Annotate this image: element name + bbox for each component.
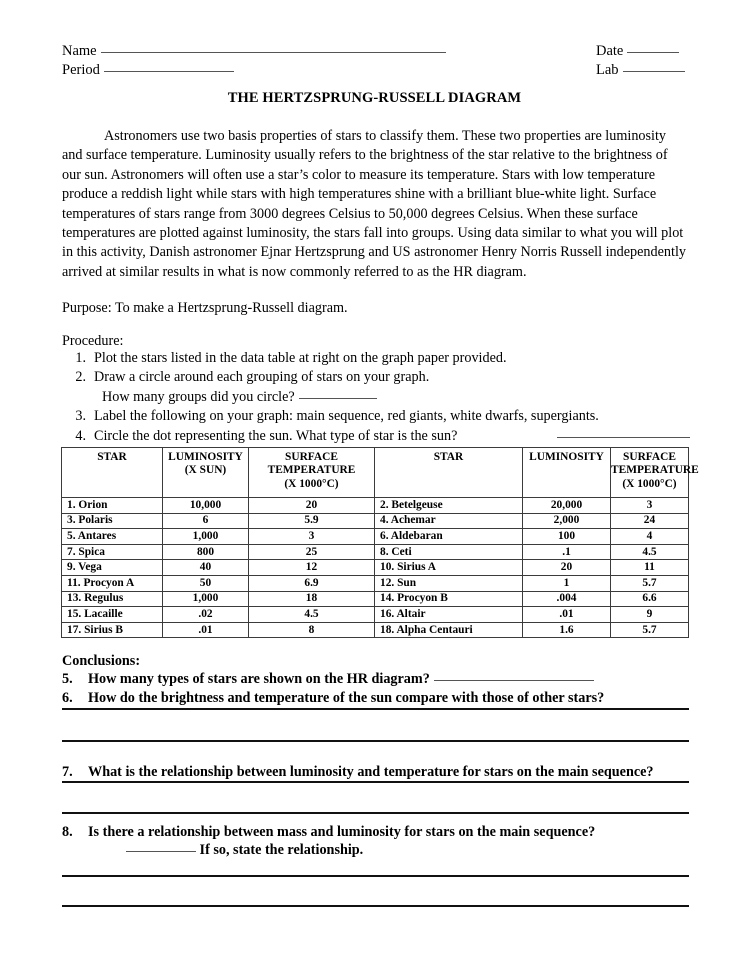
question-6-row [62, 689, 690, 707]
question-number: 7. [62, 764, 73, 780]
sun-type-blank-line[interactable] [557, 437, 690, 438]
star-name-cell: 11. Procyon A [62, 575, 163, 591]
table-row [62, 529, 689, 545]
procedure-heading: Procedure: [62, 333, 124, 349]
period-blank-line[interactable] [104, 71, 234, 72]
header-line: STAR [433, 451, 464, 463]
star-name-cell: 7. Spica [62, 544, 163, 560]
header-line: LUMINOSITY [168, 451, 243, 463]
question-5-row [62, 670, 690, 688]
answer-line[interactable] [62, 905, 689, 907]
star-value-cell: 20,000 [523, 498, 611, 514]
header-line: SURFACE [623, 451, 676, 463]
table-row [62, 607, 689, 623]
star-value-cell: .1 [523, 544, 611, 560]
purpose-statement: Purpose: To make a Hertzsprung-Russell diagram. [62, 300, 348, 316]
procedure-number: 2. [75, 369, 86, 386]
procedure-text: Plot the stars listed in the data table at right on the graph paper provided. [94, 350, 507, 366]
star-name-cell: 18. Alpha Centauri [375, 622, 523, 638]
question-text: How many types of stars are shown on the HR diagram? [88, 671, 430, 687]
star-value-cell: 9 [611, 607, 689, 623]
star-value-cell: 2,000 [523, 513, 611, 529]
intro-paragraph-block [62, 127, 686, 282]
question-8-sub-text: If so, state the relationship. [199, 842, 364, 858]
date-blank-line[interactable] [627, 52, 679, 53]
answer-line[interactable] [62, 812, 689, 814]
period-lab-row [62, 61, 690, 80]
question-7-row [62, 763, 690, 781]
question-5 [62, 670, 690, 688]
question-8-subline [122, 841, 690, 859]
intro-paragraph: Astronomers use two basis properties of stars to classify them. These two properties are luminosity and surface temperature. Luminosity usually refers to the brightness of the star relative to the brightness of our sun. Astronomers will often use a star’s color to measure its temperature. Stars with low temperature produce a reddish light while stars with high temperatures shine with a brilliant blue-white light. Surface temperatures of stars range from 3000 degrees Celsius to 50,000 degrees Celsius. When these surface temperatures are plotted against luminosity, the stars fall into groups. Using data similar to what you will plot in this activity, Danish astronomer Ejnar Hertzsprung and US astronomer Henry Norris Russell independently arrived at similar results in what is now commonly referred to as the HR diagram. [62, 128, 686, 280]
procedure-item-2 [62, 368, 690, 387]
date-label: Date [596, 43, 624, 59]
table-row [62, 560, 689, 576]
star-value-cell: .02 [163, 607, 249, 623]
procedure-text: Circle the dot representing the sun. What type of star is the sun? [94, 427, 458, 444]
star-value-cell: 4 [611, 529, 689, 545]
star-value-cell: 6.9 [249, 575, 375, 591]
star-value-cell: 1,000 [163, 529, 249, 545]
name-date-row [62, 42, 690, 61]
procedure-item-3 [62, 407, 690, 426]
star-value-cell: 800 [163, 544, 249, 560]
question-5-blank-line[interactable] [434, 680, 594, 681]
page-title: THE HERTZSPRUNG-RUSSELL DIAGRAM [227, 90, 522, 106]
star-name-cell: 9. Vega [62, 560, 163, 576]
star-name-cell: 5. Antares [62, 529, 163, 545]
procedure-item-4 [62, 427, 690, 446]
star-data-table [61, 447, 699, 638]
name-label: Name [62, 43, 97, 59]
star-name-cell: 16. Altair [375, 607, 523, 623]
star-name-cell: 2. Betelgeuse [375, 498, 523, 514]
star-value-cell: 1.6 [523, 622, 611, 638]
star-name-cell: 12. Sun [375, 575, 523, 591]
star-value-cell: 1 [523, 575, 611, 591]
star-name-cell: 17. Sirius B [62, 622, 163, 638]
header-line: (X 1000°C) [284, 477, 339, 490]
question-6 [62, 689, 690, 707]
star-name-cell: 8. Ceti [375, 544, 523, 560]
procedure-number: 4. [75, 427, 86, 444]
procedure-item-1 [62, 349, 690, 368]
table-row [62, 498, 689, 514]
question-text: How do the brightness and temperature of the sun compare with those of other stars? [88, 690, 605, 706]
lab-field-group [596, 61, 685, 80]
star-value-cell: 4.5 [249, 607, 375, 623]
table-row [62, 622, 689, 638]
lab-label: Lab [596, 62, 619, 78]
star-name-cell: 14. Procyon B [375, 591, 523, 607]
star-value-cell: .01 [523, 607, 611, 623]
question-8-row [62, 823, 690, 841]
star-name-cell: 1. Orion [62, 498, 163, 514]
conclusions-heading: Conclusions: [62, 653, 141, 669]
groups-count-blank-line[interactable] [299, 398, 377, 399]
procedure-number: 1. [75, 350, 86, 366]
star-value-cell: 6.6 [611, 591, 689, 607]
star-value-cell: 25 [249, 544, 375, 560]
date-field-group [596, 42, 679, 61]
procedure-item-2-subquestion [102, 388, 690, 407]
answer-line[interactable] [62, 708, 689, 710]
column-header-surface-temperature-2 [611, 448, 699, 498]
table-header-row [62, 448, 689, 498]
star-value-cell: .004 [523, 591, 611, 607]
star-value-cell: 5.7 [611, 622, 689, 638]
star-value-cell: 8 [249, 622, 375, 638]
header-line: TEMPERATURE [267, 464, 356, 477]
question-text: What is the relationship between luminosity and temperature for stars on the main sequence? [88, 764, 654, 780]
star-name-cell: 6. Aldebaran [375, 529, 523, 545]
star-value-cell: 5.7 [611, 575, 689, 591]
star-name-cell: 13. Regulus [62, 591, 163, 607]
header-line: LUMINOSITY [529, 451, 604, 463]
header-line: TEMPERATURE [611, 464, 699, 477]
star-value-cell: 40 [163, 560, 249, 576]
table-row [62, 591, 689, 607]
star-value-cell: 20 [523, 560, 611, 576]
question-number: 8. [62, 824, 73, 840]
star-value-cell: 5.9 [249, 513, 375, 529]
star-name-cell: 3. Polaris [62, 513, 163, 529]
header-line: (X SUN) [184, 464, 227, 477]
star-value-cell: 11 [611, 560, 689, 576]
procedure-text: Draw a circle around each grouping of stars on your graph. [94, 369, 430, 386]
period-field-group [62, 61, 234, 80]
question-number: 5. [62, 671, 73, 687]
procedure-text: Label the following on your graph: main sequence, red giants, white dwarfs, supergiants. [94, 408, 599, 425]
star-name-cell: 4. Achemar [375, 513, 523, 529]
star-value-cell: 3 [249, 529, 375, 545]
question-8 [62, 823, 690, 859]
table-row [62, 544, 689, 560]
student-info-header [62, 42, 690, 80]
header-line: STAR [97, 451, 127, 463]
name-field-group [62, 42, 446, 61]
star-name-cell: 15. Lacaille [62, 607, 163, 623]
star-value-cell: 6 [163, 513, 249, 529]
header-line: SURFACE [285, 451, 338, 463]
question-8-blank-line[interactable] [126, 851, 196, 852]
procedure-list [62, 349, 690, 446]
answer-line[interactable] [62, 781, 689, 783]
star-value-cell: 20 [249, 498, 375, 514]
answer-line[interactable] [62, 740, 689, 742]
column-header-star-1 [62, 448, 163, 498]
question-number: 6. [62, 690, 73, 706]
table-row [62, 575, 689, 591]
star-value-cell: 50 [163, 575, 249, 591]
star-value-cell: .01 [163, 622, 249, 638]
period-label: Period [62, 62, 100, 78]
procedure-subquestion-text: How many groups did you circle? [102, 388, 295, 405]
answer-line[interactable] [62, 875, 689, 877]
star-name-cell: 10. Sirius A [375, 560, 523, 576]
name-blank-line[interactable] [101, 52, 446, 53]
column-header-star-2 [375, 448, 523, 498]
star-value-cell: 1,000 [163, 591, 249, 607]
star-value-cell: 24 [611, 513, 689, 529]
column-header-luminosity-2 [523, 448, 611, 498]
star-value-cell: 100 [523, 529, 611, 545]
star-value-cell: 4.5 [611, 544, 689, 560]
question-text: Is there a relationship between mass and luminosity for stars on the main sequence? [88, 824, 596, 840]
header-line: (X 1000°C) [622, 477, 677, 490]
star-value-cell: 12 [249, 560, 375, 576]
star-value-cell: 18 [249, 591, 375, 607]
table-row [62, 513, 689, 529]
column-header-surface-temperature-1 [249, 448, 375, 498]
column-header-luminosity-1 [163, 448, 249, 498]
star-value-cell: 10,000 [163, 498, 249, 514]
question-7 [62, 763, 690, 781]
procedure-number: 3. [75, 408, 86, 425]
lab-blank-line[interactable] [623, 71, 685, 72]
star-value-cell: 3 [611, 498, 689, 514]
